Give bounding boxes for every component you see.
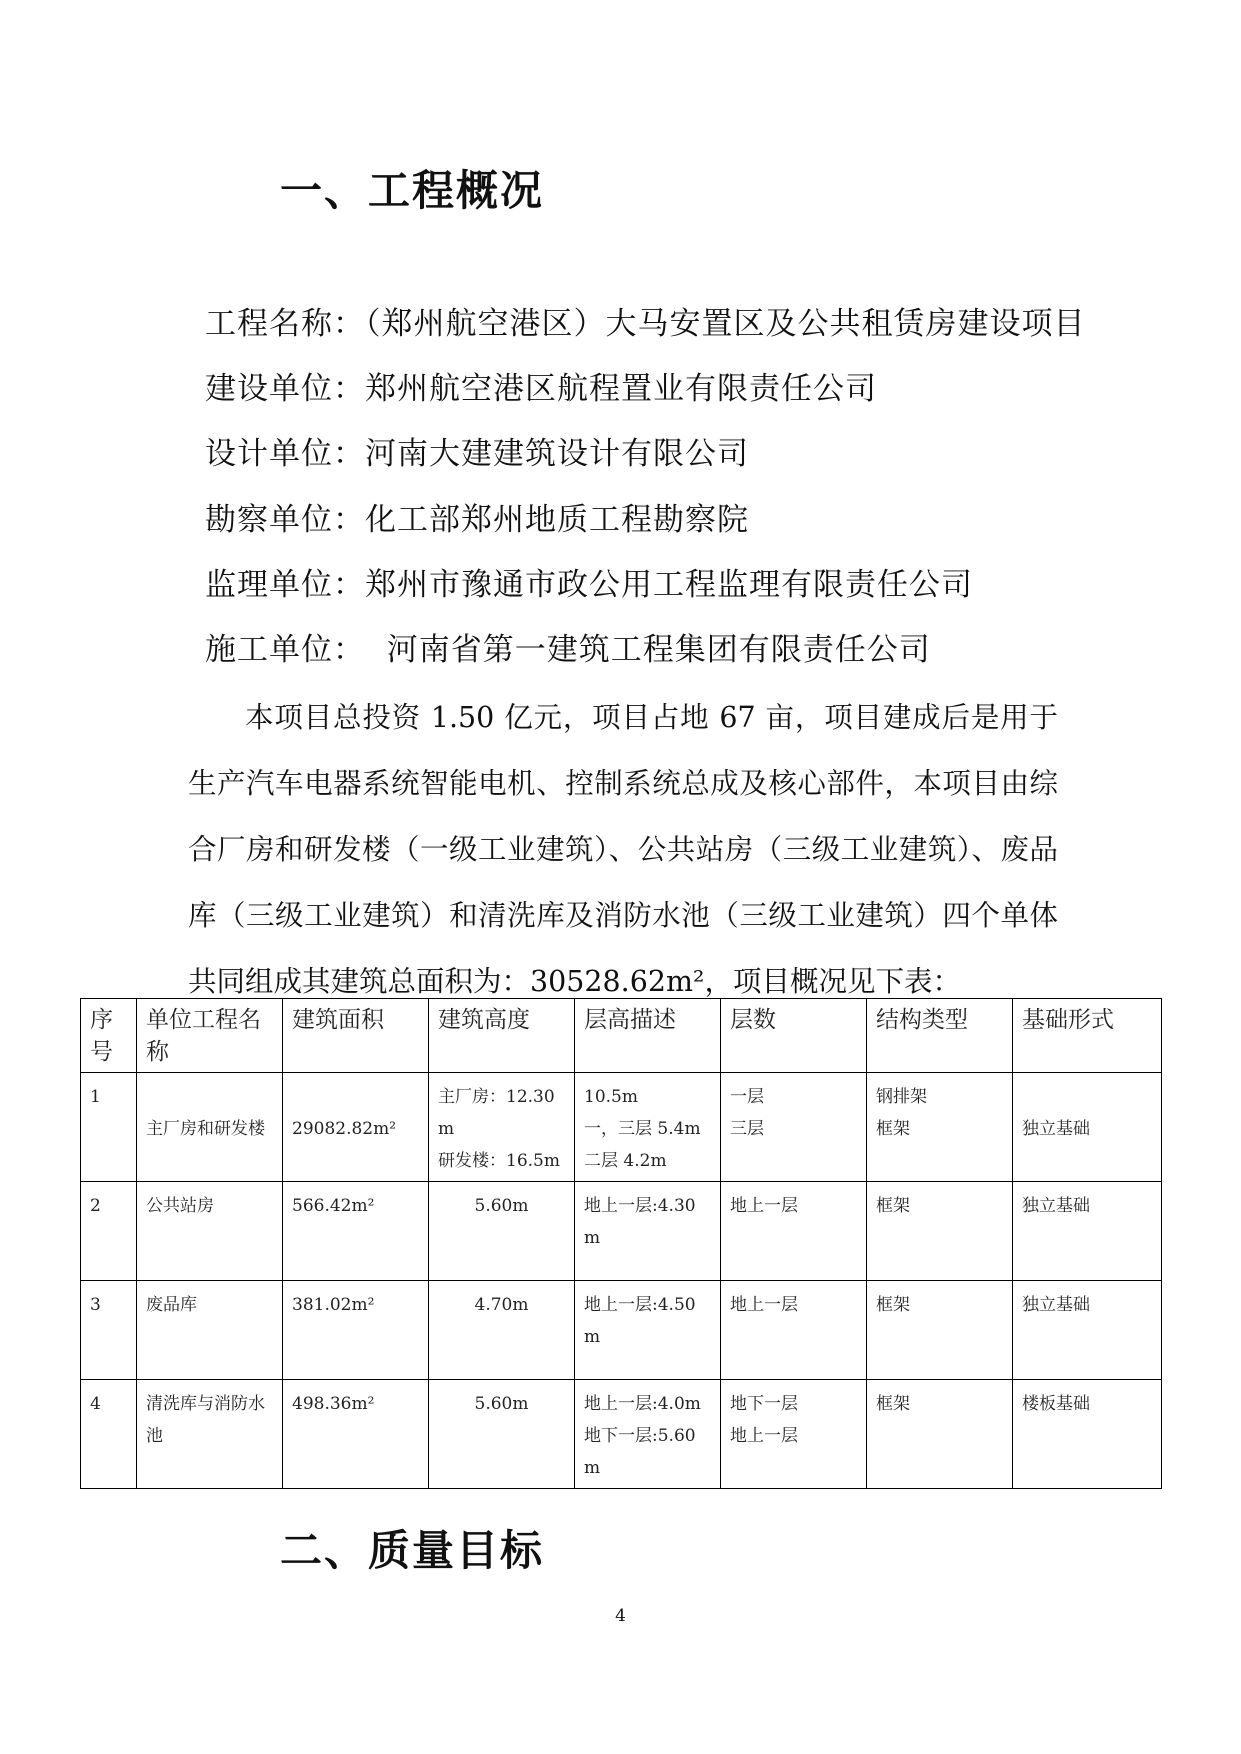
cell-line: 地上一层:4.30m (584, 1196, 696, 1248)
cell-line: 一层 (730, 1087, 764, 1107)
table-cell-foundation: 楼板基础 (1013, 1380, 1162, 1489)
table-cell-height (429, 1380, 575, 1489)
project-description: 本项目总投资 1.50 亿元，项目占地 67 亩，项目建成后是用于生产汽车电器系统智能电机、控制系统总成及核心部件，本项目由综合厂房和研发楼（一级工业建筑）、公共站房（三级工业建筑）、废品库（三级工业建筑）和清洗库及消防水池（三级工业建筑）四个单体共同组成其建筑总面积为：30528.62m²，项目概况见下表： (188, 701, 1058, 998)
table-cell-structure (867, 1073, 1013, 1182)
table-row (81, 1281, 1162, 1380)
cell-line: 地上一层 (730, 1426, 798, 1446)
cell-line: 研发楼：16.5m (438, 1151, 560, 1171)
info-label: 施工单位： (205, 632, 365, 668)
cell-line: 钢排架 (876, 1087, 927, 1107)
table-cell-floors (721, 1281, 867, 1380)
info-value: （郑州航空港区）大马安置区及公共租赁房建设项目 (365, 306, 1086, 342)
cell-line: 三层 (730, 1119, 764, 1139)
cell-line: 地上一层:4.50m (584, 1295, 696, 1347)
info-label: 工程名称： (205, 306, 365, 342)
table-cell-floor_desc (575, 1380, 721, 1489)
table-cell-floors (721, 1073, 867, 1182)
table-cell-floor_desc (575, 1073, 721, 1182)
table-cell-floors (721, 1182, 867, 1281)
info-line (205, 428, 749, 473)
table-cell-name: 主厂房和研发楼 (137, 1073, 283, 1182)
info-label: 勘察单位： (205, 502, 365, 538)
table-cell-no: 4 (81, 1380, 137, 1489)
table-cell-floor_desc (575, 1182, 721, 1281)
table-cell-area: 498.36m² (283, 1380, 429, 1489)
info-line (205, 363, 877, 408)
table-header-cell: 结构类型 (867, 999, 1013, 1073)
cell-line: 地上一层 (730, 1295, 798, 1315)
table-row (81, 1073, 1162, 1182)
table-cell-foundation: 独立基础 (1013, 1073, 1162, 1182)
cell-line: 地上一层:4.0m (584, 1394, 701, 1414)
cell-line: 10.5m (584, 1087, 638, 1107)
cell-line: 框架 (876, 1394, 910, 1414)
table-header-cell: 序号 (81, 999, 137, 1073)
info-line (205, 494, 749, 539)
cell-line: 框架 (876, 1196, 910, 1216)
page-number: 4 (615, 1606, 626, 1626)
cell-line: 5.60m (474, 1394, 529, 1414)
table-cell-name: 公共站房 (137, 1182, 283, 1281)
table-cell-foundation: 独立基础 (1013, 1281, 1162, 1380)
cell-line: 地上一层 (730, 1196, 798, 1216)
table-cell-foundation: 独立基础 (1013, 1182, 1162, 1281)
table-header-cell: 建筑面积 (283, 999, 429, 1073)
table-cell-structure (867, 1380, 1013, 1489)
section-heading-quality: 二、质量目标 (280, 1526, 545, 1575)
table-cell-floors (721, 1380, 867, 1489)
info-line (205, 624, 931, 669)
table-cell-structure (867, 1281, 1013, 1380)
table-cell-structure (867, 1182, 1013, 1281)
cell-line: 主厂房：12.30m (438, 1087, 555, 1139)
info-line (205, 298, 1086, 343)
table-header-cell: 层高描述 (575, 999, 721, 1073)
table-cell-name: 废品库 (137, 1281, 283, 1380)
table-cell-area: 29082.82m² (283, 1073, 429, 1182)
info-label: 设计单位： (205, 436, 365, 472)
table-cell-height (429, 1182, 575, 1281)
info-label: 监理单位： (205, 567, 365, 603)
cell-line: 4.70m (474, 1295, 529, 1315)
info-value: 河南省第一建筑工程集团有限责任公司 (365, 632, 931, 668)
table-cell-no: 2 (81, 1182, 137, 1281)
table-row (81, 1380, 1162, 1489)
cell-line: 二层 4.2m (584, 1151, 667, 1171)
table-cell-floor_desc (575, 1281, 721, 1380)
cell-line: 地下一层 (730, 1394, 798, 1414)
table-cell-height (429, 1281, 575, 1380)
table-cell-no: 1 (81, 1073, 137, 1182)
info-label: 建设单位： (205, 371, 365, 407)
table-cell-area: 566.42m² (283, 1182, 429, 1281)
table-cell-no: 3 (81, 1281, 137, 1380)
table-cell-name: 清洗库与消防水池 (137, 1380, 283, 1489)
table-header-cell: 基础形式 (1013, 999, 1162, 1073)
table-cell-area: 381.02m² (283, 1281, 429, 1380)
info-value: 化工部郑州地质工程勘察院 (365, 502, 749, 538)
table-header-cell: 单位工程名称 (137, 999, 283, 1073)
table-header-row (81, 999, 1162, 1073)
table-header-cell: 建筑高度 (429, 999, 575, 1073)
cell-line: 框架 (876, 1295, 910, 1315)
cell-line: 5.60m (474, 1196, 529, 1216)
table-cell-height (429, 1073, 575, 1182)
table-row (81, 1182, 1162, 1281)
cell-line: 一，三层 5.4m (584, 1119, 701, 1139)
info-value: 河南大建建筑设计有限公司 (365, 436, 749, 472)
info-value: 郑州市豫通市政公用工程监理有限责任公司 (365, 567, 973, 603)
cell-line: 框架 (876, 1119, 910, 1139)
cell-line: 地下一层:5.60m (584, 1426, 696, 1478)
info-line (205, 559, 973, 604)
section-heading-overview: 一、工程概况 (280, 166, 545, 215)
table-header-cell: 层数 (721, 999, 867, 1073)
info-value: 郑州航空港区航程置业有限责任公司 (365, 371, 877, 407)
project-table (80, 998, 1162, 1489)
